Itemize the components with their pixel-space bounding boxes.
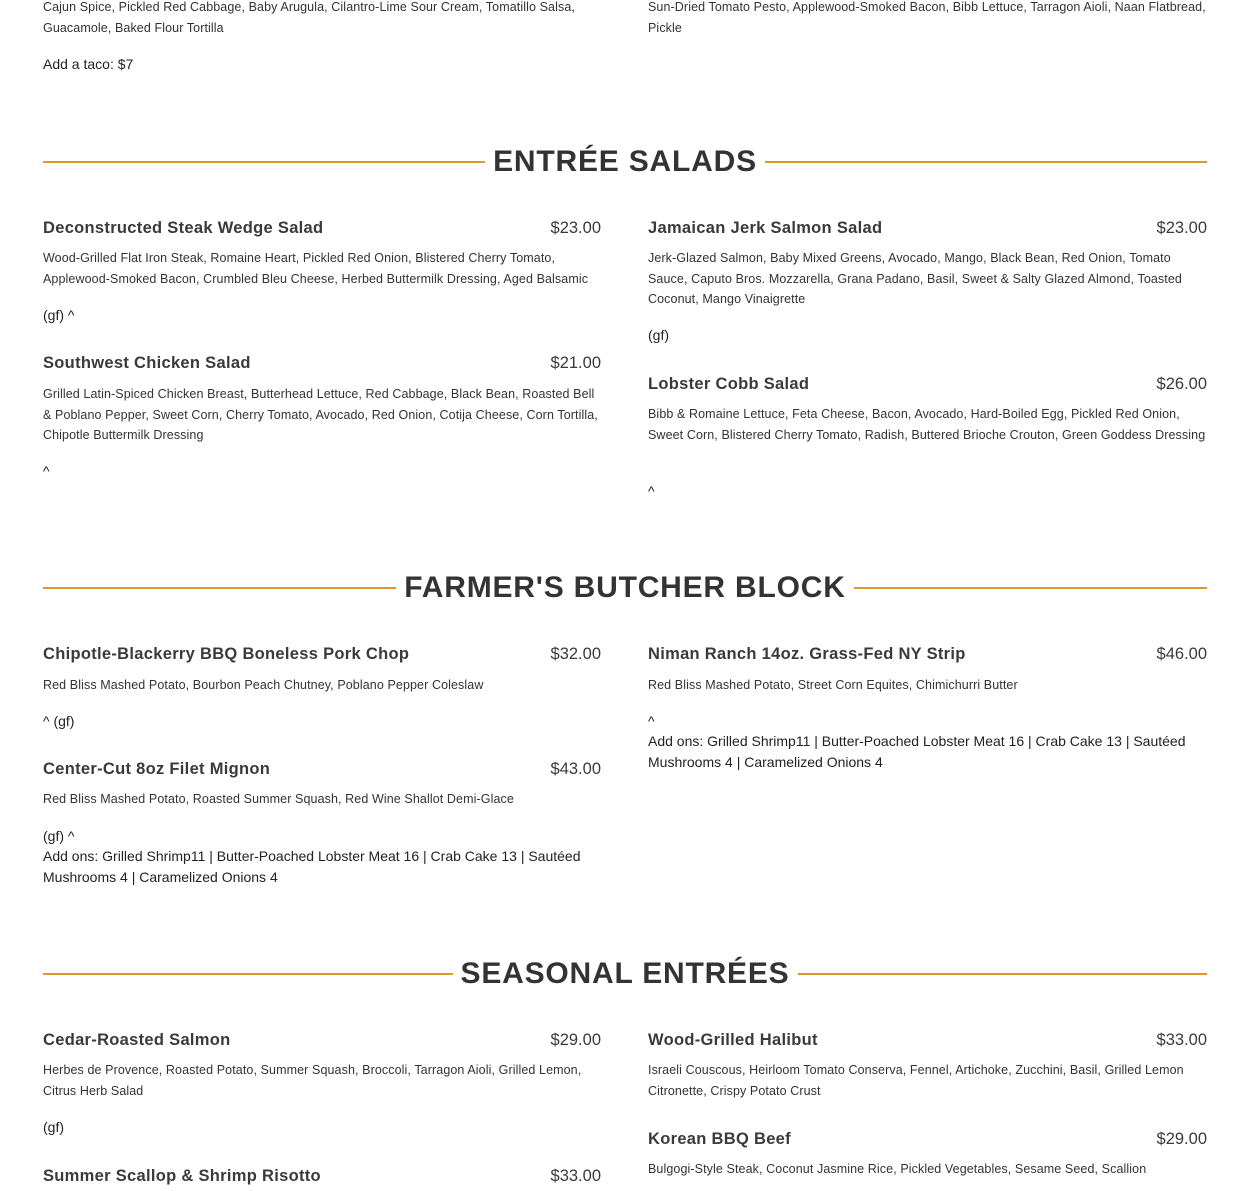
menu-item-description: Jerk-Glazed Salmon, Baby Mixed Greens, Avocado, Mango, Black Bean, Red Onion, Tomato Sauce, Caputo Bros. Mozzarella, Grana Padano, Basil, Sweet & Salty Glazed Almond, Toasted Coconut, Mango Vinaigrette: [648, 251, 1182, 306]
menu-item-header: [43, 1167, 601, 1191]
menu-item-name: Lobster Cobb Salad: [648, 375, 810, 393]
menu-item-price: $26.00: [1156, 375, 1207, 393]
menu-item-header: [43, 760, 601, 784]
menu-item-addons: Add ons: Grilled Shrimp11 | Butter-Poached Lobster Meat 16 | Crab Cake 13 | Sautéed Mushrooms 4 | Caramelized Onions 4: [648, 733, 1186, 770]
menu-item-description: Grilled Latin-Spiced Chicken Breast, Butterhead Lettuce, Red Cabbage, Black Bean, Roasted Bell & Poblano Pepper, Sweet Corn, Cherry Tomato, Avocado, Red Onion, Cotija Cheese, Corn Tortilla, Chipotle Buttermilk Dressing: [43, 387, 598, 442]
section-title: SEASONAL ENTRÉES: [460, 957, 790, 990]
menu-item-price: $23.00: [1156, 219, 1207, 237]
menu-item-price: $32.00: [550, 645, 601, 663]
menu-item-description: Red Bliss Mashed Potato, Roasted Summer Squash, Red Wine Shallot Demi-Glace: [43, 792, 514, 806]
section-divider: [854, 587, 1207, 589]
menu-item: [648, 1130, 1207, 1154]
menu-item-name: Southwest Chicken Salad: [43, 354, 251, 372]
menu-item: [648, 375, 1207, 399]
menu-item-description: Bulgogi-Style Steak, Coconut Jasmine Rice, Pickled Vegetables, Sesame Seed, Scallion: [648, 1162, 1147, 1176]
menu-item-header: [43, 645, 601, 669]
menu-item-header: [43, 354, 601, 378]
menu-item-name: Center-Cut 8oz Filet Mignon: [43, 760, 271, 778]
item-description: Cajun Spice, Pickled Red Cabbage, Baby Arugula, Cilantro-Lime Sour Cream, Tomatillo Salsa, Guacamole, Baked Flour Tortilla: [43, 0, 575, 35]
menu-item-name: Deconstructed Steak Wedge Salad: [43, 219, 324, 237]
menu-item-description: Red Bliss Mashed Potato, Street Corn Equites, Chimichurri Butter: [648, 678, 1018, 692]
menu-item-name: Summer Scallop & Shrimp Risotto: [43, 1167, 321, 1185]
menu-item-price: $29.00: [550, 1031, 601, 1049]
menu-item-header: [648, 219, 1207, 243]
section-divider: [43, 973, 453, 975]
menu-item-addons: Add ons: Grilled Shrimp11 | Butter-Poached Lobster Meat 16 | Crab Cake 13 | Sautéed Mushrooms 4 | Caramelized Onions 4: [43, 848, 581, 885]
menu-item-price: $29.00: [1156, 1130, 1207, 1148]
section-header-entree-salads: [43, 142, 1207, 182]
menu-item-description: Herbes de Provence, Roasted Potato, Summer Squash, Broccoli, Tarragon Aioli, Grilled Lemon, Citrus Herb Salad: [43, 1063, 582, 1098]
menu-item-price: $33.00: [550, 1167, 601, 1185]
menu-item-description: Red Bliss Mashed Potato, Bourbon Peach Chutney, Poblano Pepper Coleslaw: [43, 678, 484, 692]
section-header-seasonal-entrees: [43, 954, 1207, 994]
menu-item-note: ^: [648, 713, 655, 729]
menu-item-note: (gf): [648, 327, 669, 343]
menu-item-note: (gf) ^: [43, 828, 75, 844]
menu-item: [43, 645, 601, 669]
menu-item: [648, 1031, 1207, 1055]
menu-item-note: ^: [648, 483, 655, 499]
menu-item-name: Chipotle-Blackerry BBQ Boneless Pork Chop: [43, 645, 410, 663]
menu-item: [43, 219, 601, 243]
menu-item-header: [648, 375, 1207, 399]
menu-item-name: Korean BBQ Beef: [648, 1130, 791, 1148]
menu-item-price: $46.00: [1156, 645, 1207, 663]
menu-item-header: [43, 1031, 601, 1055]
section-divider: [43, 161, 485, 163]
menu-item-note: (gf): [43, 1119, 64, 1135]
menu-item: [43, 760, 601, 784]
menu-item-description: Wood-Grilled Flat Iron Steak, Romaine Heart, Pickled Red Onion, Blistered Cherry Tomato, Applewood-Smoked Bacon, Crumbled Bleu Cheese, Herbed Buttermilk Dressing, Aged Balsamic: [43, 251, 589, 286]
menu-item: [43, 1167, 601, 1191]
item-description: Sun-Dried Tomato Pesto, Applewood-Smoked Bacon, Bibb Lettuce, Tarragon Aioli, Naan Flatbread, Pickle: [648, 0, 1206, 35]
section-divider: [765, 161, 1207, 163]
menu-item-price: $33.00: [1156, 1031, 1207, 1049]
menu-item-price: $43.00: [550, 760, 601, 778]
menu-item: [43, 354, 601, 378]
menu-item-name: Niman Ranch 14oz. Grass-Fed NY Strip: [648, 645, 966, 663]
menu-item-note: ^ (gf): [43, 713, 75, 729]
menu-item-note: (gf) ^: [43, 307, 75, 323]
section-title: FARMER'S BUTCHER BLOCK: [404, 571, 846, 604]
menu-item: [648, 645, 1207, 669]
menu-item: [43, 1031, 601, 1055]
section-divider: [798, 973, 1208, 975]
menu-item: [648, 219, 1207, 243]
menu-item-name: Cedar-Roasted Salmon: [43, 1031, 231, 1049]
menu-item-header: [648, 1130, 1207, 1154]
menu-item-header: [648, 1031, 1207, 1055]
menu-item-header: [43, 219, 601, 243]
menu-item-price: $21.00: [550, 354, 601, 372]
menu-item-name: Jamaican Jerk Salmon Salad: [648, 219, 883, 237]
menu-item-description: Israeli Couscous, Heirloom Tomato Conserva, Fennel, Artichoke, Zucchini, Basil, Grilled Lemon Citronette, Crispy Potato Crust: [648, 1063, 1184, 1098]
menu-item-header: [648, 645, 1207, 669]
item-note: Add a taco: $7: [43, 56, 134, 72]
menu-item-note: ^: [43, 463, 50, 479]
section-divider: [43, 587, 396, 589]
section-header-butcher-block: [43, 568, 1207, 608]
section-title: ENTRÉE SALADS: [493, 145, 757, 178]
menu-item-description: Bibb & Romaine Lettuce, Feta Cheese, Bacon, Avocado, Hard-Boiled Egg, Pickled Red Onion, Sweet Corn, Blistered Cherry Tomato, Radish, Buttered Brioche Crouton, Green Goddess Dressing: [648, 407, 1206, 442]
menu-item-price: $23.00: [550, 219, 601, 237]
menu-item-name: Wood-Grilled Halibut: [648, 1031, 818, 1049]
